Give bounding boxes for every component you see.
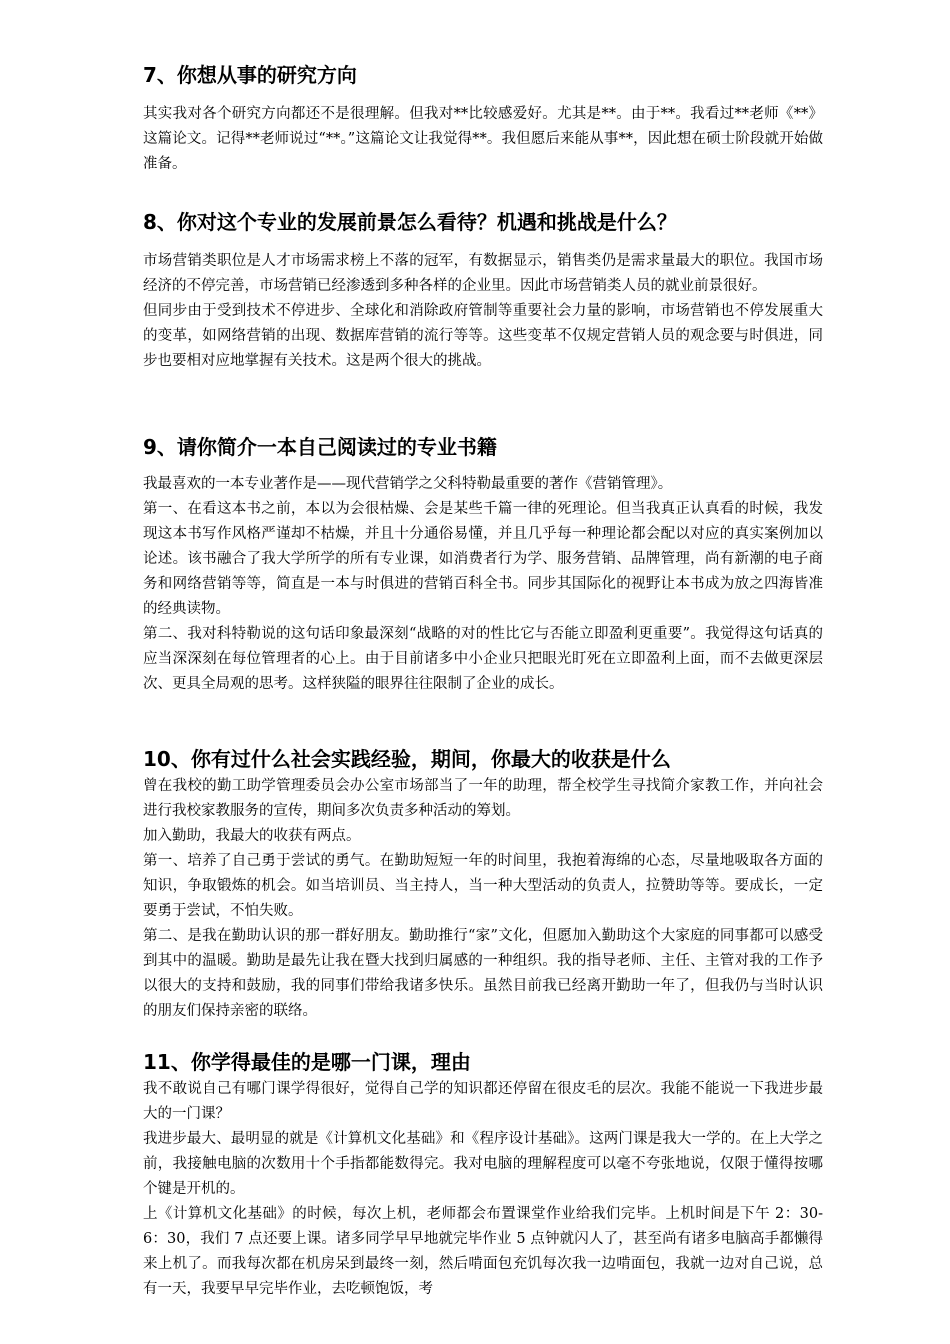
section-paragraph: 曾在我校的勤工助学管理委员会办公室市场部当了一年的助理，帮全校学生寻找简介家教工作，并向社会进行我校家教服务的宣传，期间多次负责多种活动的筹划。: [143, 778, 823, 819]
section-11: [143, 1047, 823, 1302]
section-title: 7、你想从事的研究方向: [143, 63, 357, 87]
section-10: [143, 744, 823, 1024]
section-paragraph: 上《计算机文化基础》的时候，每次上机，老师都会布置课堂作业给我们完毕。上机时间是下午 2：30-6：30，我们 7 点还要上课。诸多同学早早地就完毕作业 5 点钟就闪人了，甚至尚有诸多电脑高手都懒得来上机了。而我每次都在机房呆到最终一刻，然后啃面包充饥每次我一边啃面包，我就一边对自己说，总有一天，我要早早完毕作业，去吃顿饱饭，考: [143, 1206, 823, 1297]
section-paragraph: 第一、在看这本书之前，本以为会很枯燥、会是某些千篇一律的死理论。但当我真正认真看的时候，我发现这本书写作风格严谨却不枯燥，并且十分通俗易懂，并且几乎每一种理论都会配以对应的真实案例加以论述。该书融合了我大学所学的所有专业课，如消费者行为学、服务营销、品牌管理，尚有新潮的电子商务和网络营销等等，简直是一本与时俱进的营销百科全书。同步其国际化的视野让本书成为放之四海皆准的经典读物。: [143, 501, 823, 617]
section-paragraph: 我不敢说自己有哪门课学得很好，觉得自己学的知识都还停留在很皮毛的层次。我能不能说一下我进步最大的一门课？: [143, 1081, 823, 1122]
section-8: [143, 207, 823, 374]
section-paragraph: 第二、是我在勤助认识的那一群好朋友。勤助推行“家”文化，但愿加入勤助这个大家庭的同事都可以感受到其中的温暖。勤助是最先让我在暨大找到归属感的一种组织。我的指导老师、主任、主管对我的工作予以很大的支持和鼓励，我的同事们带给我诸多快乐。虽然目前我已经离开勤助一年了，但我仍与当时认识的朋友们保持亲密的联络。: [143, 928, 823, 1019]
section-paragraph: 但同步由于受到技术不停进步、全球化和消除政府管制等重要社会力量的影响，市场营销也不停发展重大的变革，如网络营销的出现、数据库营销的流行等等。这些变革不仅规定营销人员的观念要与时俱进，同步也要相对应地掌握有关技术。这是两个很大的挑战。: [143, 303, 823, 369]
section-paragraph: 第一、培养了自己勇于尝试的勇气。在勤助短短一年的时间里，我抱着海绵的心态，尽量地吸取各方面的知识，争取锻炼的机会。如当培训员、当主持人，当一种大型活动的负责人，拉赞助等等。要成长，一定要勇于尝试，不怕失败。: [143, 853, 823, 919]
section-paragraph: 第二、我对科特勒说的这句话印象最深刻“战略的对的性比它与否能立即盈利更重要”。我觉得这句话真的应当深深刻在每位管理者的心上。由于目前诸多中小企业只把眼光盯死在立即盈利上面，而不去做更深层次、更具全局观的思考。这样狭隘的眼界往往限制了企业的成长。: [143, 626, 823, 692]
section-paragraph: 我进步最大、最明显的就是《计算机文化基础》和《程序设计基础》。这两门课是我大一学的。在上大学之前，我接触电脑的次数用十个手指都能数得完。我对电脑的理解程度可以毫不夸张地说，仅限于懂得按哪个键是开机的。: [143, 1131, 823, 1197]
section-9: [143, 432, 823, 697]
section-title: 11、你学得最佳的是哪一门课，理由: [143, 1050, 471, 1074]
section-paragraph: 加入勤助，我最大的收获有两点。: [143, 828, 361, 844]
section-title: 9、请你简介一本自己阅读过的专业书籍: [143, 435, 497, 459]
section-paragraph: 我最喜欢的一本专业著作是——现代营销学之父科特勒最重要的著作《营销管理》。: [143, 476, 673, 492]
section-paragraph: 其实我对各个研究方向都还不是很理解。但我对**比较感爱好。尤其是**。由于**。我看过**老师《**》这篇论文。记得**老师说过“**。”这篇论文让我觉得**。我但愿后来能从事**，因此想在硕士阶段就开始做准备。: [143, 106, 823, 172]
section-title: 10、你有过什么社会实践经验，期间，你最大的收获是什么: [143, 747, 671, 771]
section-paragraph: 市场营销类职位是人才市场需求榜上不落的冠军，有数据显示，销售类仍是需求量最大的职位。我国市场经济的不停完善，市场营销已经渗透到多种各样的企业里。因此市场营销类人员的就业前景很好。: [143, 253, 823, 294]
section-7: [143, 60, 823, 177]
section-title: 8、你对这个专业的发展前景怎么看待？机遇和挑战是什么？: [143, 210, 677, 234]
